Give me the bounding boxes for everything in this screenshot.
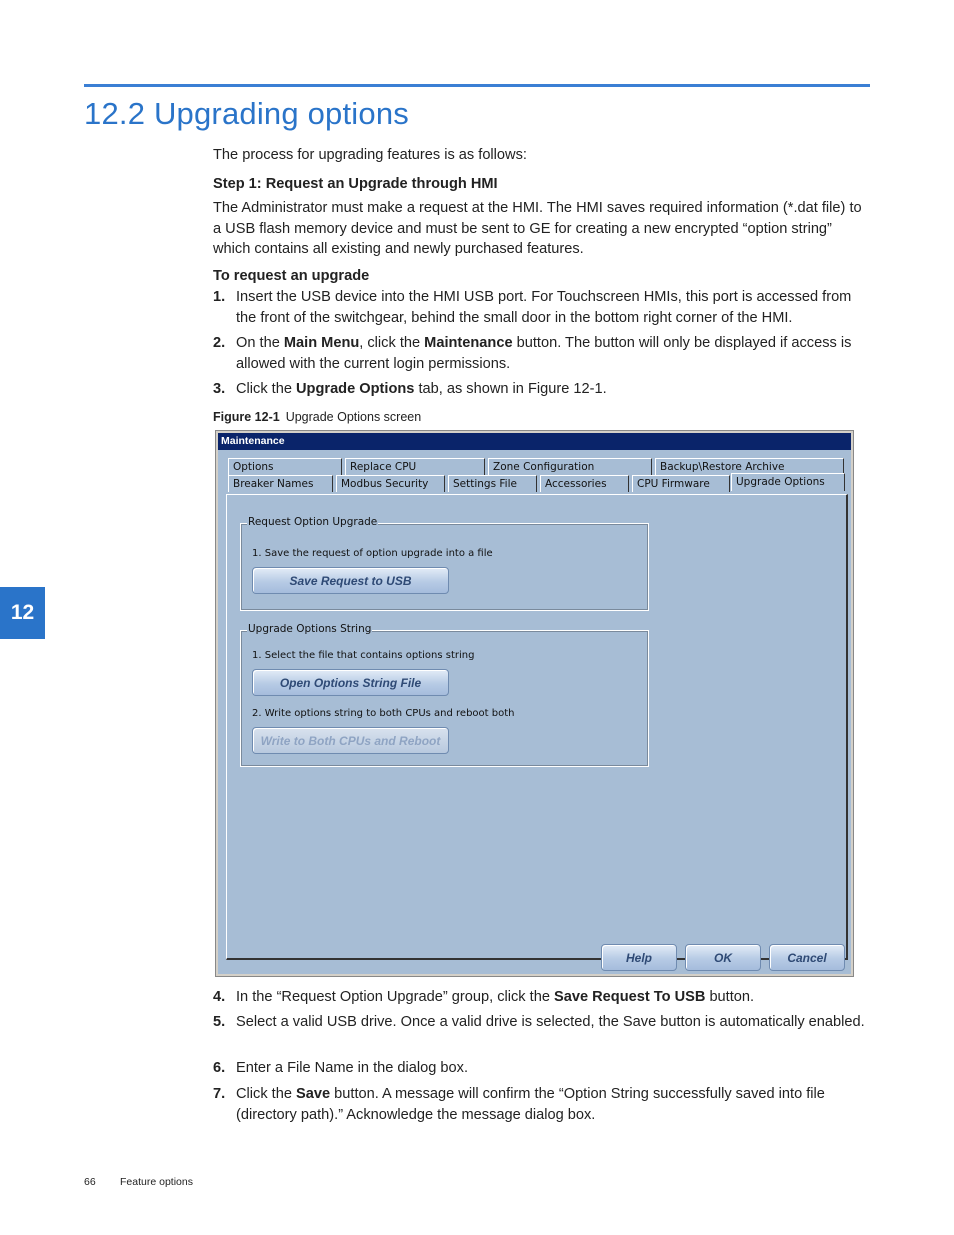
top-rule	[84, 84, 870, 87]
group-instruction: 1. Select the file that contains options string	[252, 650, 475, 661]
step1-heading: Step 1: Request an Upgrade through HMI	[213, 176, 498, 192]
list-item	[213, 1012, 873, 1033]
procedure-heading: To request an upgrade	[213, 268, 370, 284]
tab-options[interactable]: Options	[228, 458, 342, 475]
open-options-string-file-button[interactable]: Open Options String File	[252, 669, 449, 696]
ok-button[interactable]: OK	[685, 944, 761, 971]
upgrade-options-panel	[226, 494, 848, 960]
step-text: Click the Upgrade Options tab, as shown in Figure 12-1.	[236, 381, 607, 397]
step-number: 7.	[213, 1086, 226, 1102]
footer-section: Feature options	[120, 1176, 193, 1188]
page-title: 12.2 Upgrading options	[84, 96, 409, 131]
window-title: Maintenance	[218, 433, 851, 450]
step-number: 6.	[213, 1060, 226, 1076]
chapter-tab: 12	[0, 587, 45, 639]
list-item	[213, 1084, 873, 1125]
list-item	[213, 379, 873, 400]
group-title: Upgrade Options String	[248, 623, 372, 635]
step-text: Enter a File Name in the dialog box.	[236, 1060, 469, 1076]
step-number: 3.	[213, 381, 226, 397]
tab-breaker-names[interactable]: Breaker Names	[228, 475, 333, 492]
intro-text: The process for upgrading features is as follows:	[213, 147, 527, 163]
step-number: 5.	[213, 1014, 226, 1030]
tab-settings-file[interactable]: Settings File	[448, 475, 537, 492]
step-number: 2.	[213, 335, 226, 351]
step-number: 4.	[213, 989, 226, 1005]
step-text: Click the Save button. A message will confirm the “Option String successfully saved into file (directory path).” Acknowledge the message dialog box.	[236, 1086, 825, 1123]
tab-zone-configuration[interactable]: Zone Configuration	[488, 458, 652, 475]
footer-page-number: 66	[84, 1176, 96, 1188]
figure-label: Figure 12-1	[213, 410, 280, 424]
step-text: On the Main Menu, click the Maintenance button. The button will only be displayed if access is allowed with the current login permissions.	[236, 335, 852, 372]
tab-backup-restore-archive[interactable]: Backup\Restore Archive	[655, 458, 844, 475]
tab-cpu-firmware[interactable]: CPU Firmware	[632, 475, 730, 492]
list-item	[213, 1058, 873, 1079]
tab-modbus-security[interactable]: Modbus Security	[336, 475, 445, 492]
upgrade-options-string-group	[240, 623, 649, 767]
window-body	[218, 450, 851, 974]
write-to-both-cpus-button[interactable]: Write to Both CPUs and Reboot	[252, 727, 449, 754]
figure-caption	[213, 410, 421, 424]
cancel-button[interactable]: Cancel	[769, 944, 845, 971]
figure-caption-text: Upgrade Options screen	[285, 410, 422, 424]
group-title: Request Option Upgrade	[248, 516, 378, 528]
group-instruction: 2. Write options string to both CPUs and reboot both	[252, 708, 515, 719]
help-button[interactable]: Help	[601, 944, 677, 971]
step-text: Insert the USB device into the HMI USB port. For Touchscreen HMIs, this port is accessed from the front of the switchgear, behind the small door in the bottom right corner of the HMI.	[236, 289, 852, 326]
list-item	[213, 333, 873, 374]
step-text: Select a valid USB drive. Once a valid drive is selected, the Save button is automatically enabled.	[236, 1014, 865, 1030]
step1-text: The Administrator must make a request at the HMI. The HMI saves required information (*.dat file) to a USB flash memory device and must be sent to GE for creating a new encrypted “option string” which contains all existing and newly purchased features.	[213, 200, 862, 257]
tab-replace-cpu[interactable]: Replace CPU	[345, 458, 485, 475]
list-item	[213, 987, 873, 1008]
list-item	[213, 287, 873, 328]
group-instruction: 1. Save the request of option upgrade into a file	[252, 548, 493, 559]
maintenance-window	[215, 430, 854, 977]
request-option-upgrade-group	[240, 516, 649, 611]
tab-upgrade-options[interactable]: Upgrade Options	[731, 473, 845, 491]
step-number: 1.	[213, 289, 226, 305]
step-text: In the “Request Option Upgrade” group, click the Save Request To USB button.	[236, 989, 755, 1005]
tab-accessories[interactable]: Accessories	[540, 475, 629, 492]
save-request-to-usb-button[interactable]: Save Request to USB	[252, 567, 449, 594]
